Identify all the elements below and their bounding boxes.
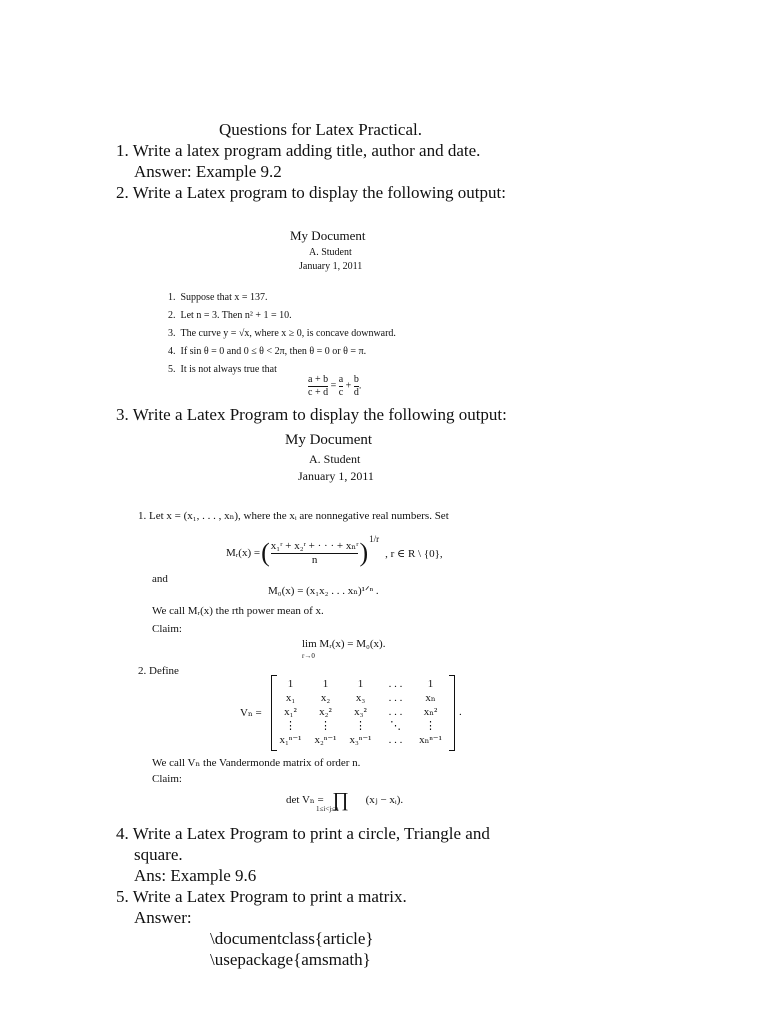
matrix-cell: . . . bbox=[388, 678, 403, 690]
matrix-cell: x₁ⁿ⁻¹ bbox=[279, 734, 302, 746]
matrix-cell: . . . bbox=[388, 692, 403, 704]
matrix-cell: x₂ bbox=[320, 692, 331, 704]
sample1-date: January 1, 2011 bbox=[299, 261, 363, 272]
matrix-cell: x₂² bbox=[319, 706, 332, 718]
question-3: 3. Write a Latex Program to display the following output: bbox=[116, 405, 507, 424]
code-line-1: \documentclass{article} bbox=[210, 929, 374, 948]
sample2-call-vandermonde: We call Vₙ the Vandermonde matrix of order n. bbox=[152, 757, 361, 769]
sample1-title: My Document bbox=[290, 228, 366, 243]
sample2-vn-label: Vₙ = bbox=[240, 707, 262, 719]
question-2: 2. Write a Latex program to display the following output: bbox=[116, 183, 506, 202]
sample1-item-4: 4. If sin θ = 0 and 0 ≤ θ < 2π, then θ = 0 or θ = π. bbox=[168, 346, 367, 357]
question-5: 5. Write a Latex Program to print a matrix. bbox=[116, 887, 407, 906]
matrix-right-bracket bbox=[449, 675, 455, 751]
sample2-det-formula: det Vₙ = ∏ (xⱼ − xᵢ). bbox=[286, 789, 404, 811]
matrix-cell: ⋮ bbox=[425, 720, 436, 732]
matrix-cell: . . . bbox=[388, 706, 403, 718]
sample2-title: My Document bbox=[285, 432, 373, 448]
matrix-cell: ⋮ bbox=[355, 720, 366, 732]
sample2-power-mean-formula: Mᵣ(x) = ( $\frac{\text{x₁ʳ + x₂ʳ + · · · + xₙʳ}}{n}$ ) 1/r , r ∈ R \ {0}, bbox=[226, 534, 443, 568]
sample2-author: A. Student bbox=[309, 452, 361, 466]
matrix-cell: x₂ⁿ⁻¹ bbox=[314, 734, 337, 746]
page-title: Questions for Latex Practical. bbox=[219, 120, 422, 139]
sample2-limit-sub: r→0 bbox=[302, 652, 315, 660]
question-4-answer: Ans: Example 9.6 bbox=[134, 866, 257, 885]
sample2-date: January 1, 2011 bbox=[298, 469, 374, 483]
sample1-item-5: 5. It is not always true that bbox=[168, 364, 277, 375]
matrix-cell: xₙ bbox=[425, 692, 436, 704]
question-4: 4. Write a Latex Program to print a circle, Triangle and bbox=[116, 824, 490, 843]
sample2-define: 2. Define bbox=[138, 665, 179, 677]
sample1-item-2: 2. Let n = 3. Then n² + 1 = 10. bbox=[168, 310, 292, 321]
sample2-claim-1: Claim: bbox=[152, 623, 182, 635]
matrix-cell: xₙ² bbox=[423, 706, 438, 718]
sample2-prod-sub: 1≤i<j≤n bbox=[316, 805, 339, 813]
matrix-cell: x₃ bbox=[355, 692, 366, 704]
sample2-and: and bbox=[152, 573, 168, 585]
matrix-cell: x₃² bbox=[354, 706, 367, 718]
question-4-cont: square. bbox=[134, 845, 183, 864]
matrix-cell: ⋱ bbox=[390, 720, 401, 732]
sample2-call-power-mean: We call Mᵣ(x) the rth power mean of x. bbox=[152, 605, 324, 617]
matrix-cell: x₁ bbox=[285, 692, 296, 704]
matrix-cell: ⋮ bbox=[320, 720, 331, 732]
sample2-claim-2: Claim: bbox=[152, 773, 182, 785]
matrix-cell: x₁² bbox=[284, 706, 297, 718]
matrix-cell: xₙⁿ⁻¹ bbox=[419, 734, 442, 746]
sample1-formula: $\frac{a + b}{c + d}$ = $\frac{a}{c}$ + $\frac{b}{d}$ . bbox=[308, 374, 362, 398]
question-1-answer: Answer: Example 9.2 bbox=[134, 162, 282, 181]
matrix-cell: 1 bbox=[357, 678, 364, 690]
matrix-cell: ⋮ bbox=[285, 720, 296, 732]
matrix-cell: 1 bbox=[322, 678, 329, 690]
matrix-cell: 1 bbox=[427, 678, 434, 690]
matrix-cell: x₃ⁿ⁻¹ bbox=[349, 734, 372, 746]
sample2-item1-text: 1. Let x = (x₁, . . . , xₙ), where the xᵢ are nonnegative real numbers. Set bbox=[138, 510, 449, 522]
question-5-answer-label: Answer: bbox=[134, 908, 192, 927]
matrix-cell: . . . bbox=[388, 734, 403, 746]
sample1-item-3: 3. The curve y = √x, where x ≥ 0, is concave downward. bbox=[168, 328, 396, 339]
sample2-m0-formula: M₀(x) = (x₁x₂ . . . xₙ)¹ᐟⁿ . bbox=[268, 585, 379, 597]
sample1-author: A. Student bbox=[309, 247, 352, 258]
sample2-limit-formula: lim Mᵣ(x) = M₀(x). bbox=[302, 638, 386, 650]
code-line-2: \usepackage{amsmath} bbox=[210, 950, 371, 969]
sample1-item-1: 1. Suppose that x = 137. bbox=[168, 292, 268, 303]
matrix-cell: 1 bbox=[287, 678, 294, 690]
sample2-matrix-end: . bbox=[459, 706, 462, 718]
vandermonde-matrix bbox=[273, 677, 448, 747]
question-1: 1. Write a latex program adding title, author and date. bbox=[116, 141, 481, 160]
